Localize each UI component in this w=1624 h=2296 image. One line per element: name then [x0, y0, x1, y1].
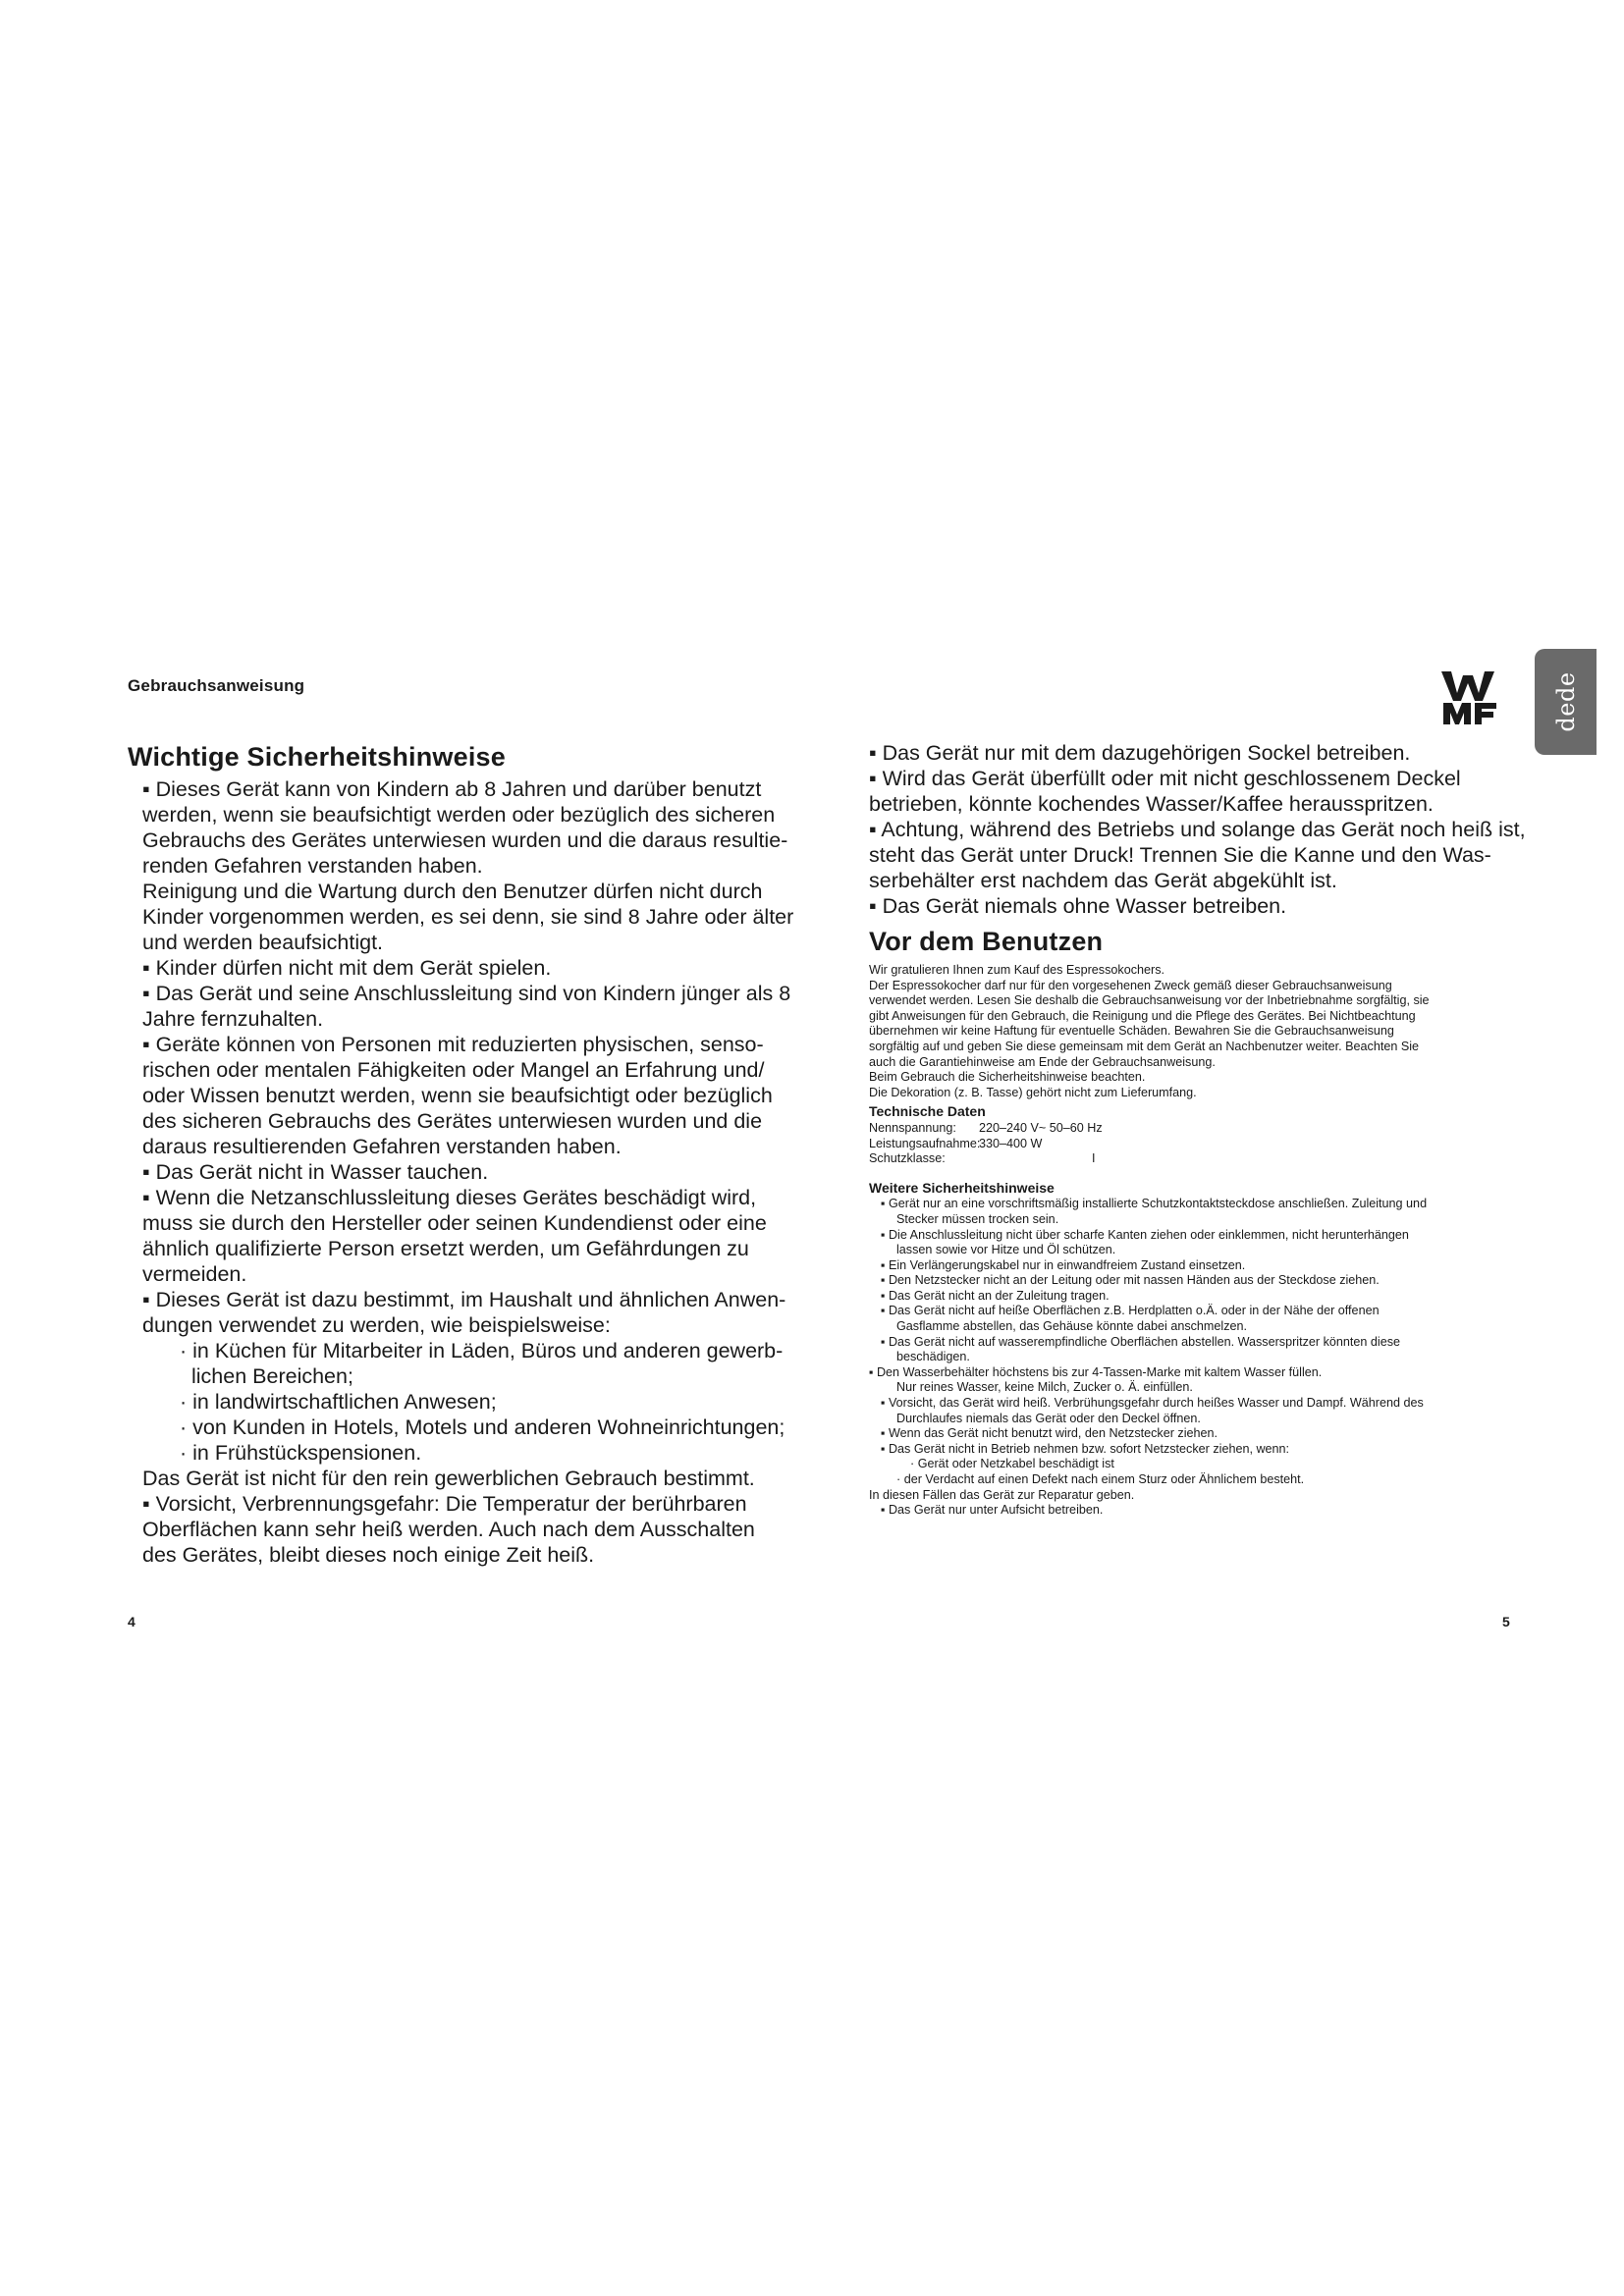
safety-list-item: Gasflamme abstellen, das Gehäuse könnte dabei anschmelzen. — [896, 1319, 1248, 1334]
intro-line: Beim Gebrauch die Sicherheitshinweise beachten. — [869, 1070, 1146, 1085]
safety-list-item: ▪ Gerät nur an eine vorschriftsmäßig installierte Schutzkontaktsteckdose anschließen. Zuleitung und — [881, 1197, 1428, 1211]
wmf-logo-icon — [1439, 669, 1500, 726]
before-use-body — [869, 963, 1546, 1519]
tech-data-key: Schutzklasse: — [869, 1151, 946, 1166]
body-line: ▪ Das Gerät nicht in Wasser tauchen. — [142, 1160, 489, 1184]
safety-list-item: Nur reines Wasser, keine Milch, Zucker o. Ä. einfüllen. — [896, 1380, 1193, 1395]
safety-notes-continued — [869, 740, 1546, 919]
body-line: ▪ Das Gerät nur mit dem dazugehörigen Sockel betreiben. — [869, 741, 1411, 765]
body-line: rischen oder mentalen Fähigkeiten oder Mangel an Erfahrung und/ — [142, 1058, 765, 1082]
tech-data-row — [869, 1121, 1546, 1137]
body-line: ▪ Dieses Gerät kann von Kindern ab 8 Jahren und darüber benutzt — [142, 777, 762, 801]
wmf-logo — [1439, 669, 1500, 731]
safety-list-item: beschädigen. — [896, 1350, 970, 1364]
right-page-title: Vor dem Benutzen — [869, 927, 1104, 956]
safety-list-item: Durchlaufes niemals das Gerät oder den Deckel öffnen. — [896, 1411, 1201, 1425]
body-line: ▪ Vorsicht, Verbrennungsgefahr: Die Temperatur der berührbaren — [142, 1492, 747, 1516]
intro-line: Die Dekoration (z. B. Tasse) gehört nicht zum Lieferumfang. — [869, 1085, 1197, 1099]
safety-list-item: ▪ Die Anschlussleitung nicht über scharfe Kanten ziehen oder einklemmen, nicht herunterhängen — [881, 1227, 1409, 1242]
manual-header-label: Gebrauchsanweisung — [128, 676, 305, 695]
tech-data-value: 220–240 V~ 50–60 Hz — [979, 1120, 1103, 1135]
body-line: ▪ Geräte können von Personen mit reduzierten physischen, senso- — [142, 1033, 764, 1056]
body-line: Gebrauchs des Gerätes unterwiesen wurden und die daraus resultie- — [142, 828, 788, 852]
tech-data-row — [869, 1137, 1546, 1152]
tech-data-value: I — [1092, 1151, 1096, 1166]
body-line: vermeiden. — [142, 1262, 247, 1286]
intro-line: verwendet werden. Lesen Sie deshalb die Gebrauchsanweisung vor der Inbetriebnahme sorgfältig, sie — [869, 993, 1430, 1008]
intro-line: Der Espressokocher darf nur für den vorgesehenen Zweck gemäß dieser Gebrauchsanweisung — [869, 978, 1392, 992]
body-line: ▪ Dieses Gerät ist dazu bestimmt, im Haushalt und ähnlichen Anwen- — [142, 1288, 786, 1311]
body-line: daraus resultierenden Gefahren verstanden haben. — [142, 1135, 622, 1158]
language-tab[interactable] — [1535, 649, 1597, 755]
tech-data-key: Nennspannung: — [869, 1120, 956, 1135]
body-line: ▪ Wird das Gerät überfüllt oder mit nicht geschlossenem Deckel — [869, 767, 1461, 790]
tech-data-heading: Technische Daten — [869, 1103, 986, 1120]
tech-data-key: Leistungsaufnahme: — [869, 1136, 981, 1150]
language-tab-label: dede — [1551, 671, 1580, 732]
body-line: Kinder vorgenommen werden, es sei denn, sie sind 8 Jahre oder älter — [142, 905, 794, 929]
body-line: muss sie durch den Hersteller oder seinen Kundendienst oder eine — [142, 1211, 767, 1235]
body-line: ▪ Achtung, während des Betriebs und solange das Gerät noch heiß ist, — [869, 818, 1526, 841]
body-line: ▪ Das Gerät und seine Anschlussleitung sind von Kindern jünger als 8 — [142, 982, 791, 1005]
body-line: renden Gefahren verstanden haben. — [142, 854, 483, 878]
safety-list-item: · Gerät oder Netzkabel beschädigt ist — [910, 1457, 1114, 1471]
body-line: werden, wenn sie beaufsichtigt werden oder bezüglich des sicheren — [142, 803, 776, 827]
safety-list-item: ▪ Das Gerät nicht auf heiße Oberflächen z.B. Herdplatten o.Ä. oder in der Nähe der offenen — [881, 1304, 1380, 1318]
further-safety-heading: Weitere Sicherheitshinweise — [869, 1179, 1055, 1196]
intro-line: auch die Garantiehinweise am Ende der Gebrauchsanweisung. — [869, 1054, 1216, 1069]
intro-line: Wir gratulieren Ihnen zum Kauf des Espressokochers. — [869, 963, 1164, 977]
list-item: · von Kunden in Hotels, Motels und anderen Wohneinrichtungen; — [180, 1415, 785, 1439]
body-line: des Gerätes, bleibt dieses noch einige Zeit heiß. — [142, 1543, 595, 1567]
safety-list-item: ▪ Vorsicht, das Gerät wird heiß. Verbrühungsgefahr durch heißes Wasser und Dampf. Während des — [881, 1396, 1424, 1411]
safety-list-item: lassen sowie vor Hitze und Öl schützen. — [896, 1243, 1116, 1257]
safety-list-item: Stecker müssen trocken sein. — [896, 1211, 1059, 1226]
body-line: serbehälter erst nachdem das Gerät abgekühlt ist. — [869, 869, 1337, 892]
body-line: betrieben, könnte kochendes Wasser/Kaffee herausspritzen. — [869, 792, 1434, 816]
left-page-title: Wichtige Sicherheitshinweise — [128, 742, 506, 772]
body-line: dungen verwendet zu werden, wie beispielsweise: — [142, 1313, 611, 1337]
intro-line: gibt Anweisungen für den Gebrauch, die Reinigung und die Pflege des Gerätes. Bei Nichtbeachtung — [869, 1008, 1416, 1023]
safety-list-item: ▪ Wenn das Gerät nicht benutzt wird, den Netzstecker ziehen. — [881, 1426, 1218, 1441]
safety-list-item: ▪ Den Wasserbehälter höchstens bis zur 4-Tassen-Marke mit kaltem Wasser füllen. — [869, 1364, 1323, 1379]
body-line: ▪ Das Gerät niemals ohne Wasser betreiben. — [869, 894, 1287, 918]
page-number-left: 4 — [128, 1614, 135, 1629]
list-item: · in Küchen für Mitarbeiter in Läden, Büros und anderen gewerb- — [180, 1339, 784, 1362]
tech-data-row — [869, 1151, 1546, 1167]
intro-line: übernehmen wir keine Haftung für eventuelle Schäden. Bewahren Sie die Gebrauchsanweisung — [869, 1024, 1394, 1039]
body-line: und werden beaufsichtigt. — [142, 931, 384, 954]
intro-line: sorgfältig auf und geben Sie diese gemeinsam mit dem Gerät an Nachbenutzer weiter. Beachten Sie — [869, 1039, 1420, 1053]
body-line: Reinigung und die Wartung durch den Benutzer dürfen nicht durch — [142, 880, 763, 903]
body-line: Oberflächen kann sehr heiß werden. Auch nach dem Ausschalten — [142, 1518, 755, 1541]
list-item: · in landwirtschaftlichen Anwesen; — [180, 1390, 497, 1414]
safety-list-item: In diesen Fällen das Gerät zur Reparatur geben. — [869, 1487, 1135, 1502]
body-line: des sicheren Gebrauchs des Gerätes unterwiesen wurden und die — [142, 1109, 763, 1133]
right-page-title-wrap — [869, 927, 1546, 957]
safety-notes-body — [142, 776, 800, 1568]
safety-list-item: ▪ Den Netzstecker nicht an der Leitung oder mit nassen Händen aus der Steckdose ziehen. — [881, 1273, 1380, 1288]
tech-data-value: 330–400 W — [979, 1136, 1043, 1150]
safety-list-item: · der Verdacht auf einen Defekt nach einem Sturz oder Ähnlichem besteht. — [896, 1472, 1305, 1486]
list-item: · in Frühstückspensionen. — [180, 1441, 422, 1465]
safety-list-item: ▪ Das Gerät nicht auf wasserempfindliche Oberflächen abstellen. Wasserspritzer könnten diese — [881, 1334, 1400, 1349]
safety-list-item: ▪ Das Gerät nicht in Betrieb nehmen bzw. sofort Netzstecker ziehen, wenn: — [881, 1441, 1290, 1456]
safety-list-item: ▪ Das Gerät nicht an der Zuleitung tragen. — [881, 1288, 1110, 1303]
body-line: Jahre fernzuhalten. — [142, 1007, 324, 1031]
page-number-right: 5 — [1502, 1614, 1510, 1629]
body-line: steht das Gerät unter Druck! Trennen Sie die Kanne und den Was- — [869, 843, 1491, 867]
list-item: lichen Bereichen; — [191, 1364, 353, 1388]
body-line: ▪ Kinder dürfen nicht mit dem Gerät spielen. — [142, 956, 552, 980]
safety-list-item: ▪ Das Gerät nur unter Aufsicht betreiben. — [881, 1503, 1104, 1518]
body-line: oder Wissen benutzt werden, wenn sie beaufsichtigt oder bezüglich — [142, 1084, 773, 1107]
safety-list-item: ▪ Ein Verlängerungskabel nur in einwandfreiem Zustand einsetzen. — [881, 1257, 1246, 1272]
body-line: ähnlich qualifizierte Person ersetzt werden, um Gefährdungen zu — [142, 1237, 749, 1260]
body-line: ▪ Wenn die Netzanschlussleitung dieses Gerätes beschädigt wird, — [142, 1186, 757, 1209]
left-page-title-wrap — [128, 742, 795, 773]
body-line: Das Gerät ist nicht für den rein gewerblichen Gebrauch bestimmt. — [142, 1467, 755, 1490]
